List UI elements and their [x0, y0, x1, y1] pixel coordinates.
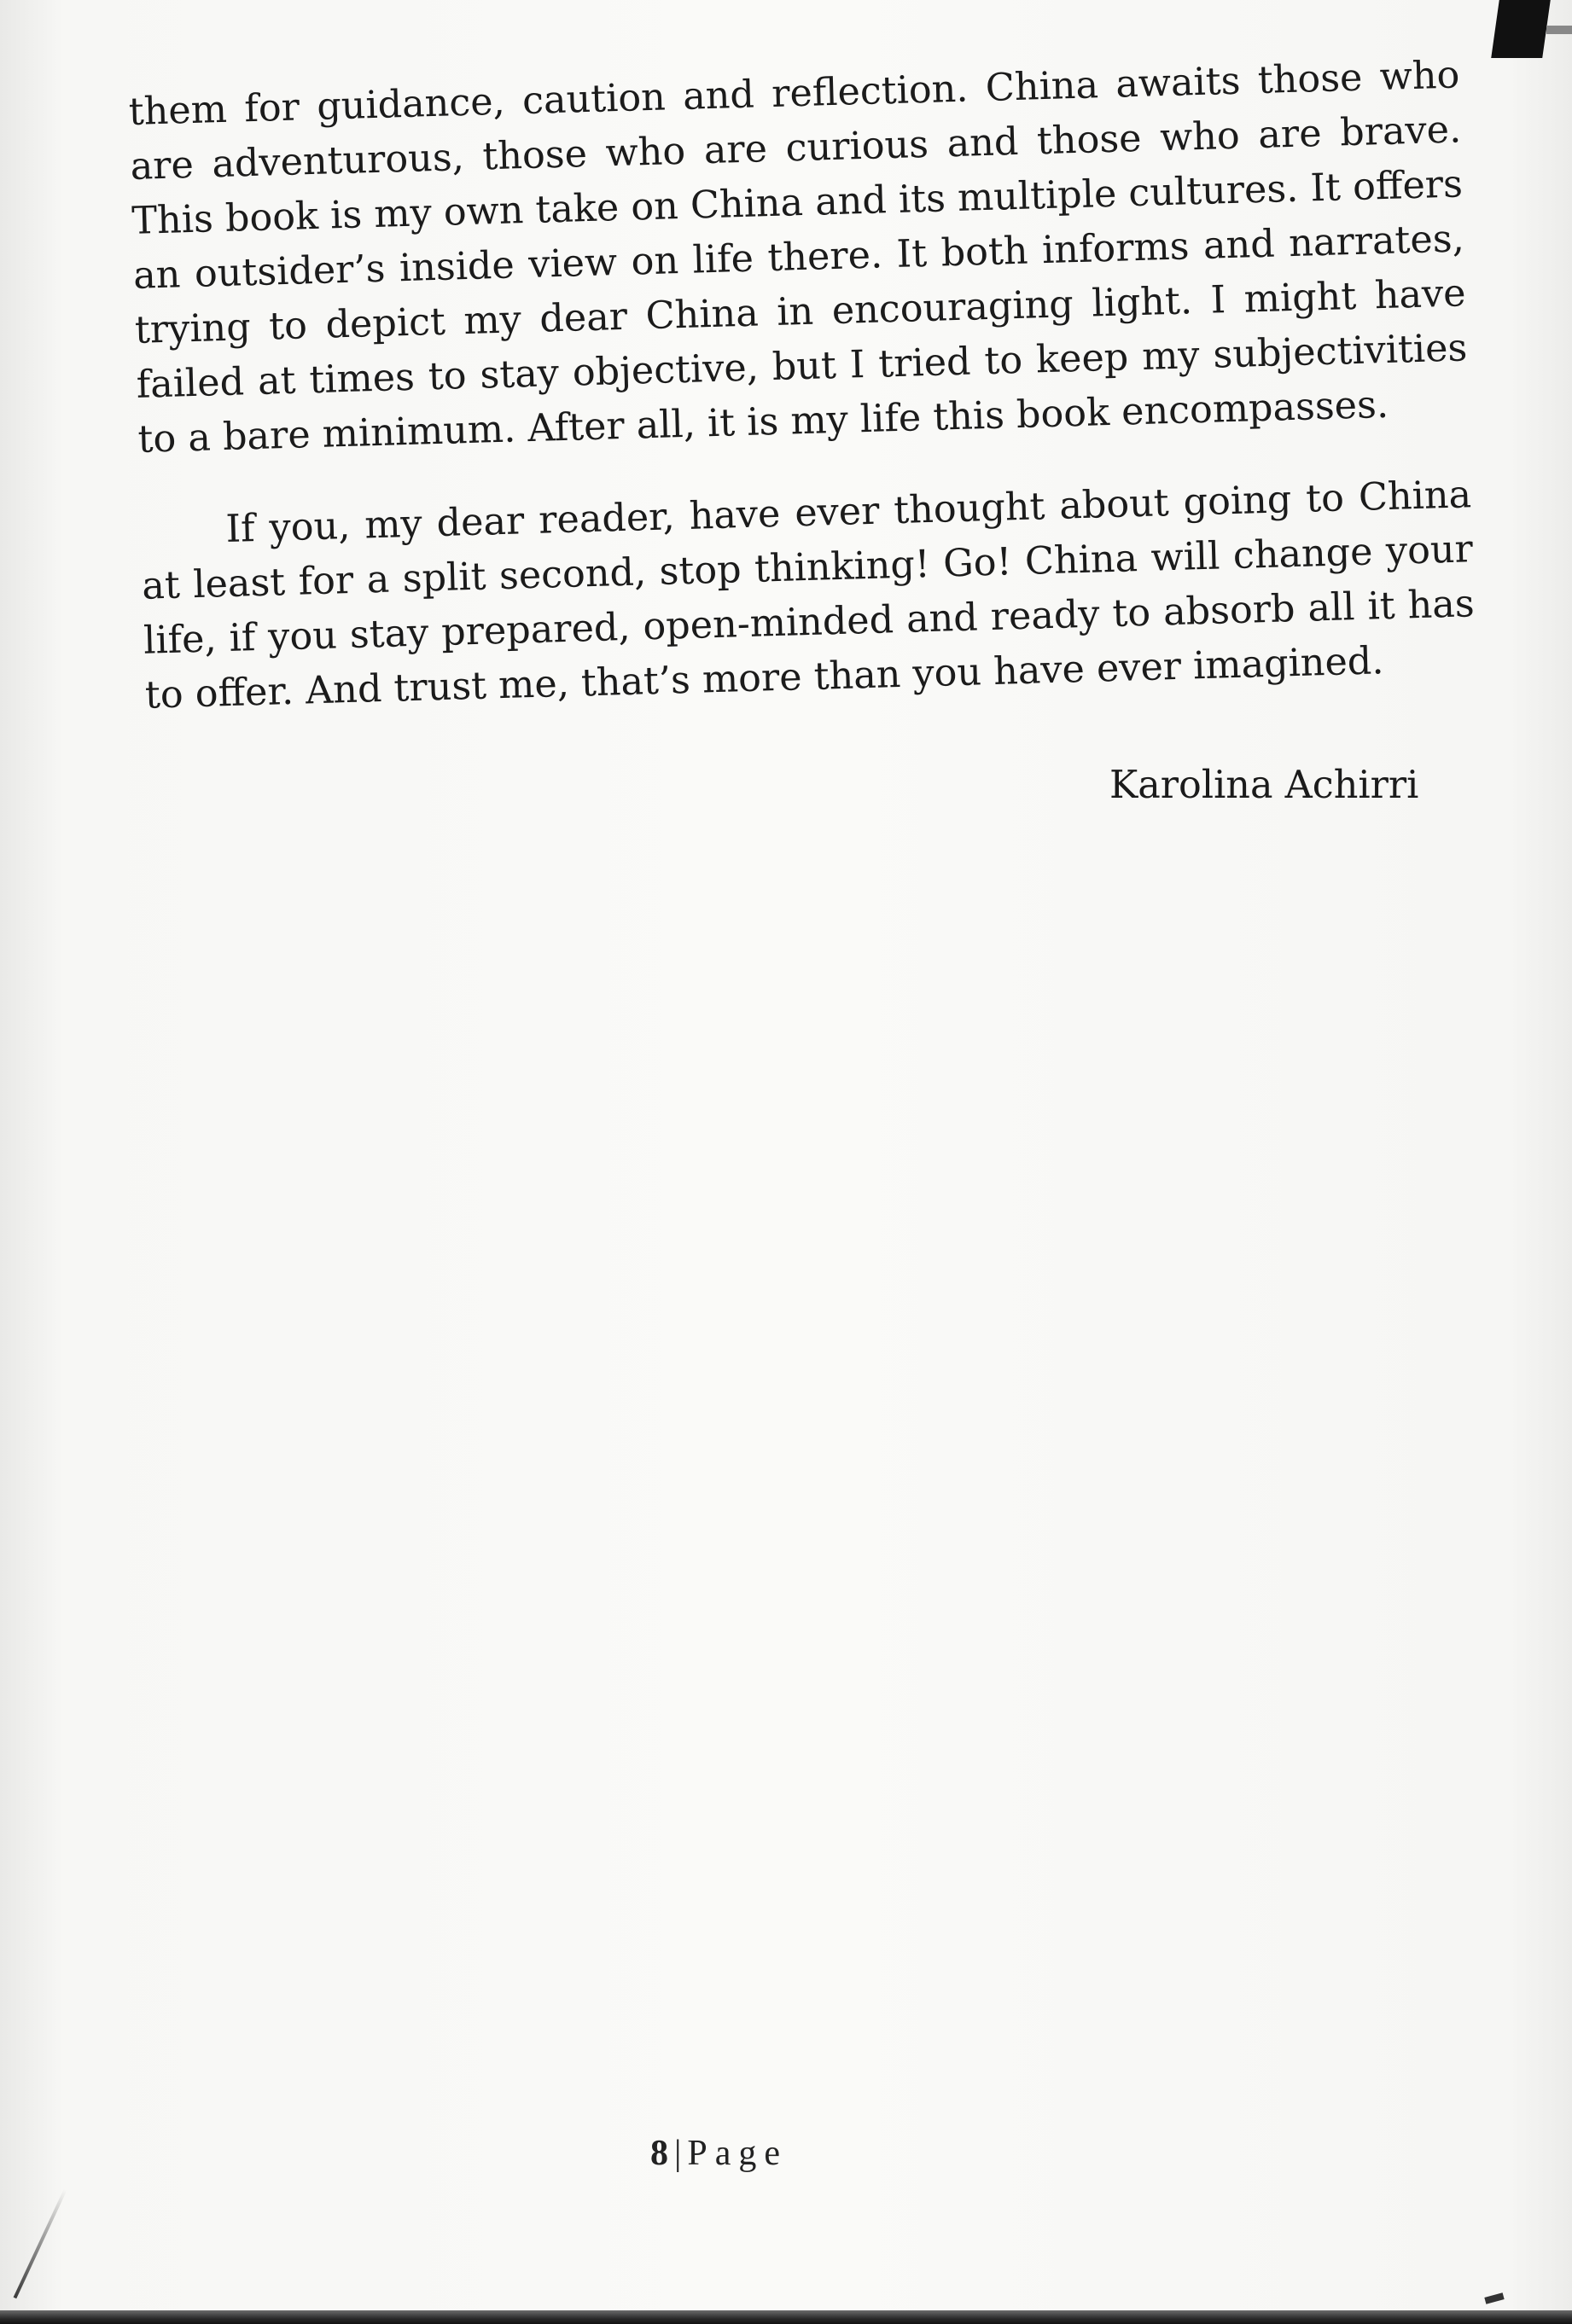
paragraph: If you, my dear reader, have ever thought about going to China at least for a split second, stop thinking! Go! China will change your life, if you stay prepared, open-minded and ready to absorb all it has to offer. And trust me, that’s more than you have ever imagined.	[141, 473, 1476, 718]
paper-scuff-mark	[14, 2189, 67, 2299]
page-bottom-edge	[0, 2310, 1572, 2324]
binding-edge	[1546, 26, 1572, 34]
page-footer	[650, 2133, 788, 2174]
paragraph: them for guidance, caution and reflection. China awaits those who are adventurous, those who are curious and those who are brave. This book is my own take on China and its multiple cultures. It offers an outsider’s inside view on life there. It both informs and narrates, trying to depict my dear China in encouraging light. I might have failed at times to stay objective, but I tried to keep my subjectivities to a bare minimum. After all, it is my life this book encompasses.	[128, 53, 1468, 462]
page-body	[128, 48, 1476, 723]
paper-scuff-mark	[1484, 2292, 1504, 2304]
page-label: Page	[687, 2134, 789, 2173]
author-signature: Karolina Achirri	[1109, 764, 1419, 807]
binding-corner-shadow	[1491, 0, 1551, 58]
page-separator: |	[674, 2134, 683, 2173]
page-number: 8	[650, 2134, 669, 2173]
